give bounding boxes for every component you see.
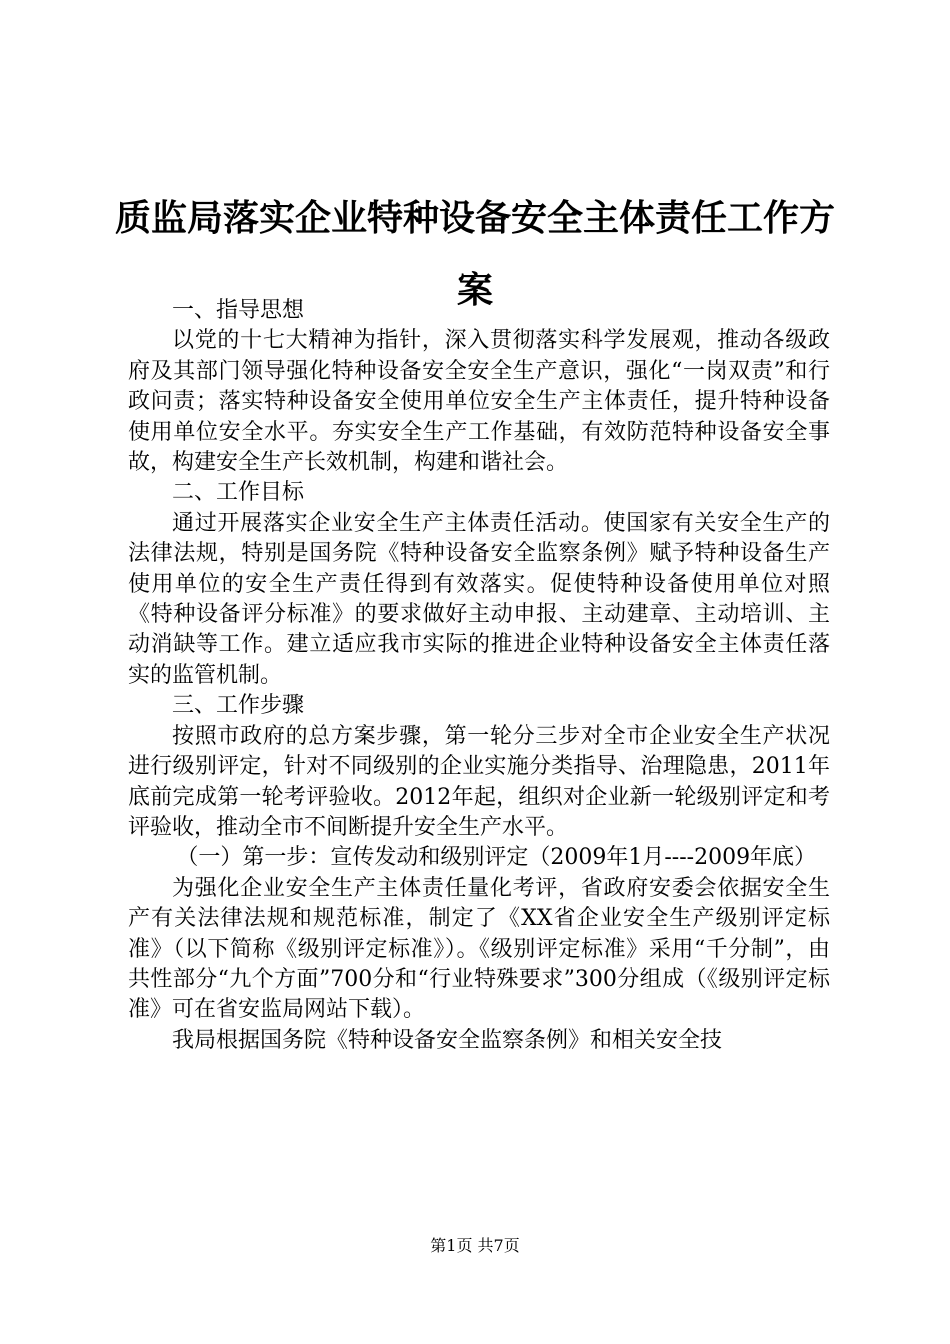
paragraph-step-one-rating: 为强化企业安全生产主体责任量化考评，省政府安委会依据安全生产有关法律法规和规范标准，制定了《XX省企业安全生产级别评定标准》（以下简称《级别评定标准》）。《级别评定标准》采用“千分制”，由共性部分“九个方面”700分和“行业特殊要求”300分组成（《级别评定标准》可在省安监局网站下载）。: [128, 875, 830, 1023]
subheading-step-one: （一）第一步：宣传发动和级别评定（2009年1月----2009年底）: [176, 845, 817, 871]
section-heading-guiding-ideology: 一、指导思想: [172, 298, 305, 323]
section-heading-work-goals: 二、工作目标: [172, 480, 305, 506]
document-title: 质监局落实企业特种设备安全主体责任工作方案: [114, 197, 835, 311]
paragraph-guiding-ideology: 以党的十七大精神为指针，深入贯彻落实科学发展观，推动各级政府及其部门领导强化特种设备安全安全生产意识，强化“一岗双责”和行政问责；落实特种设备安全使用单位安全生产主体责任，提升特种设备使用单位安全水平。夯实安全生产工作基础，有效防范特种设备安全事故，构建安全生产长效机制，构建和谐社会。: [128, 328, 830, 476]
section-heading-work-steps: 三、工作步骤: [172, 693, 305, 719]
paragraph-work-goals: 通过开展落实企业安全生产主体责任活动。使国家有关安全生产的法律法规，特别是国务院《特种设备安全监察条例》赋予特种设备生产使用单位的安全生产责任得到有效落实。促使特种设备使用单位对照《特种设备评分标准》的要求做好主动申报、主动建章、主动培训、主动消缺等工作。建立适应我市实际的推进企业特种设备安全主体责任落实的监管机制。: [128, 510, 830, 688]
document-body: [128, 296, 830, 1056]
paragraph-work-steps: 按照市政府的总方案步骤，第一轮分三步对全市企业安全生产状况进行级别评定，针对不同级别的企业实施分类指导、治理隐患，2011年底前完成第一轮考评验收。2012年起，组织对企业新一轮级别评定和考评验收，推动全市不间断提升安全生产水平。: [128, 723, 830, 840]
paragraph-bureau-basis: 我局根据国务院《特种设备安全监察条例》和相关安全技: [172, 1027, 723, 1053]
page-footer: 第1页 共7页: [430, 1236, 520, 1255]
